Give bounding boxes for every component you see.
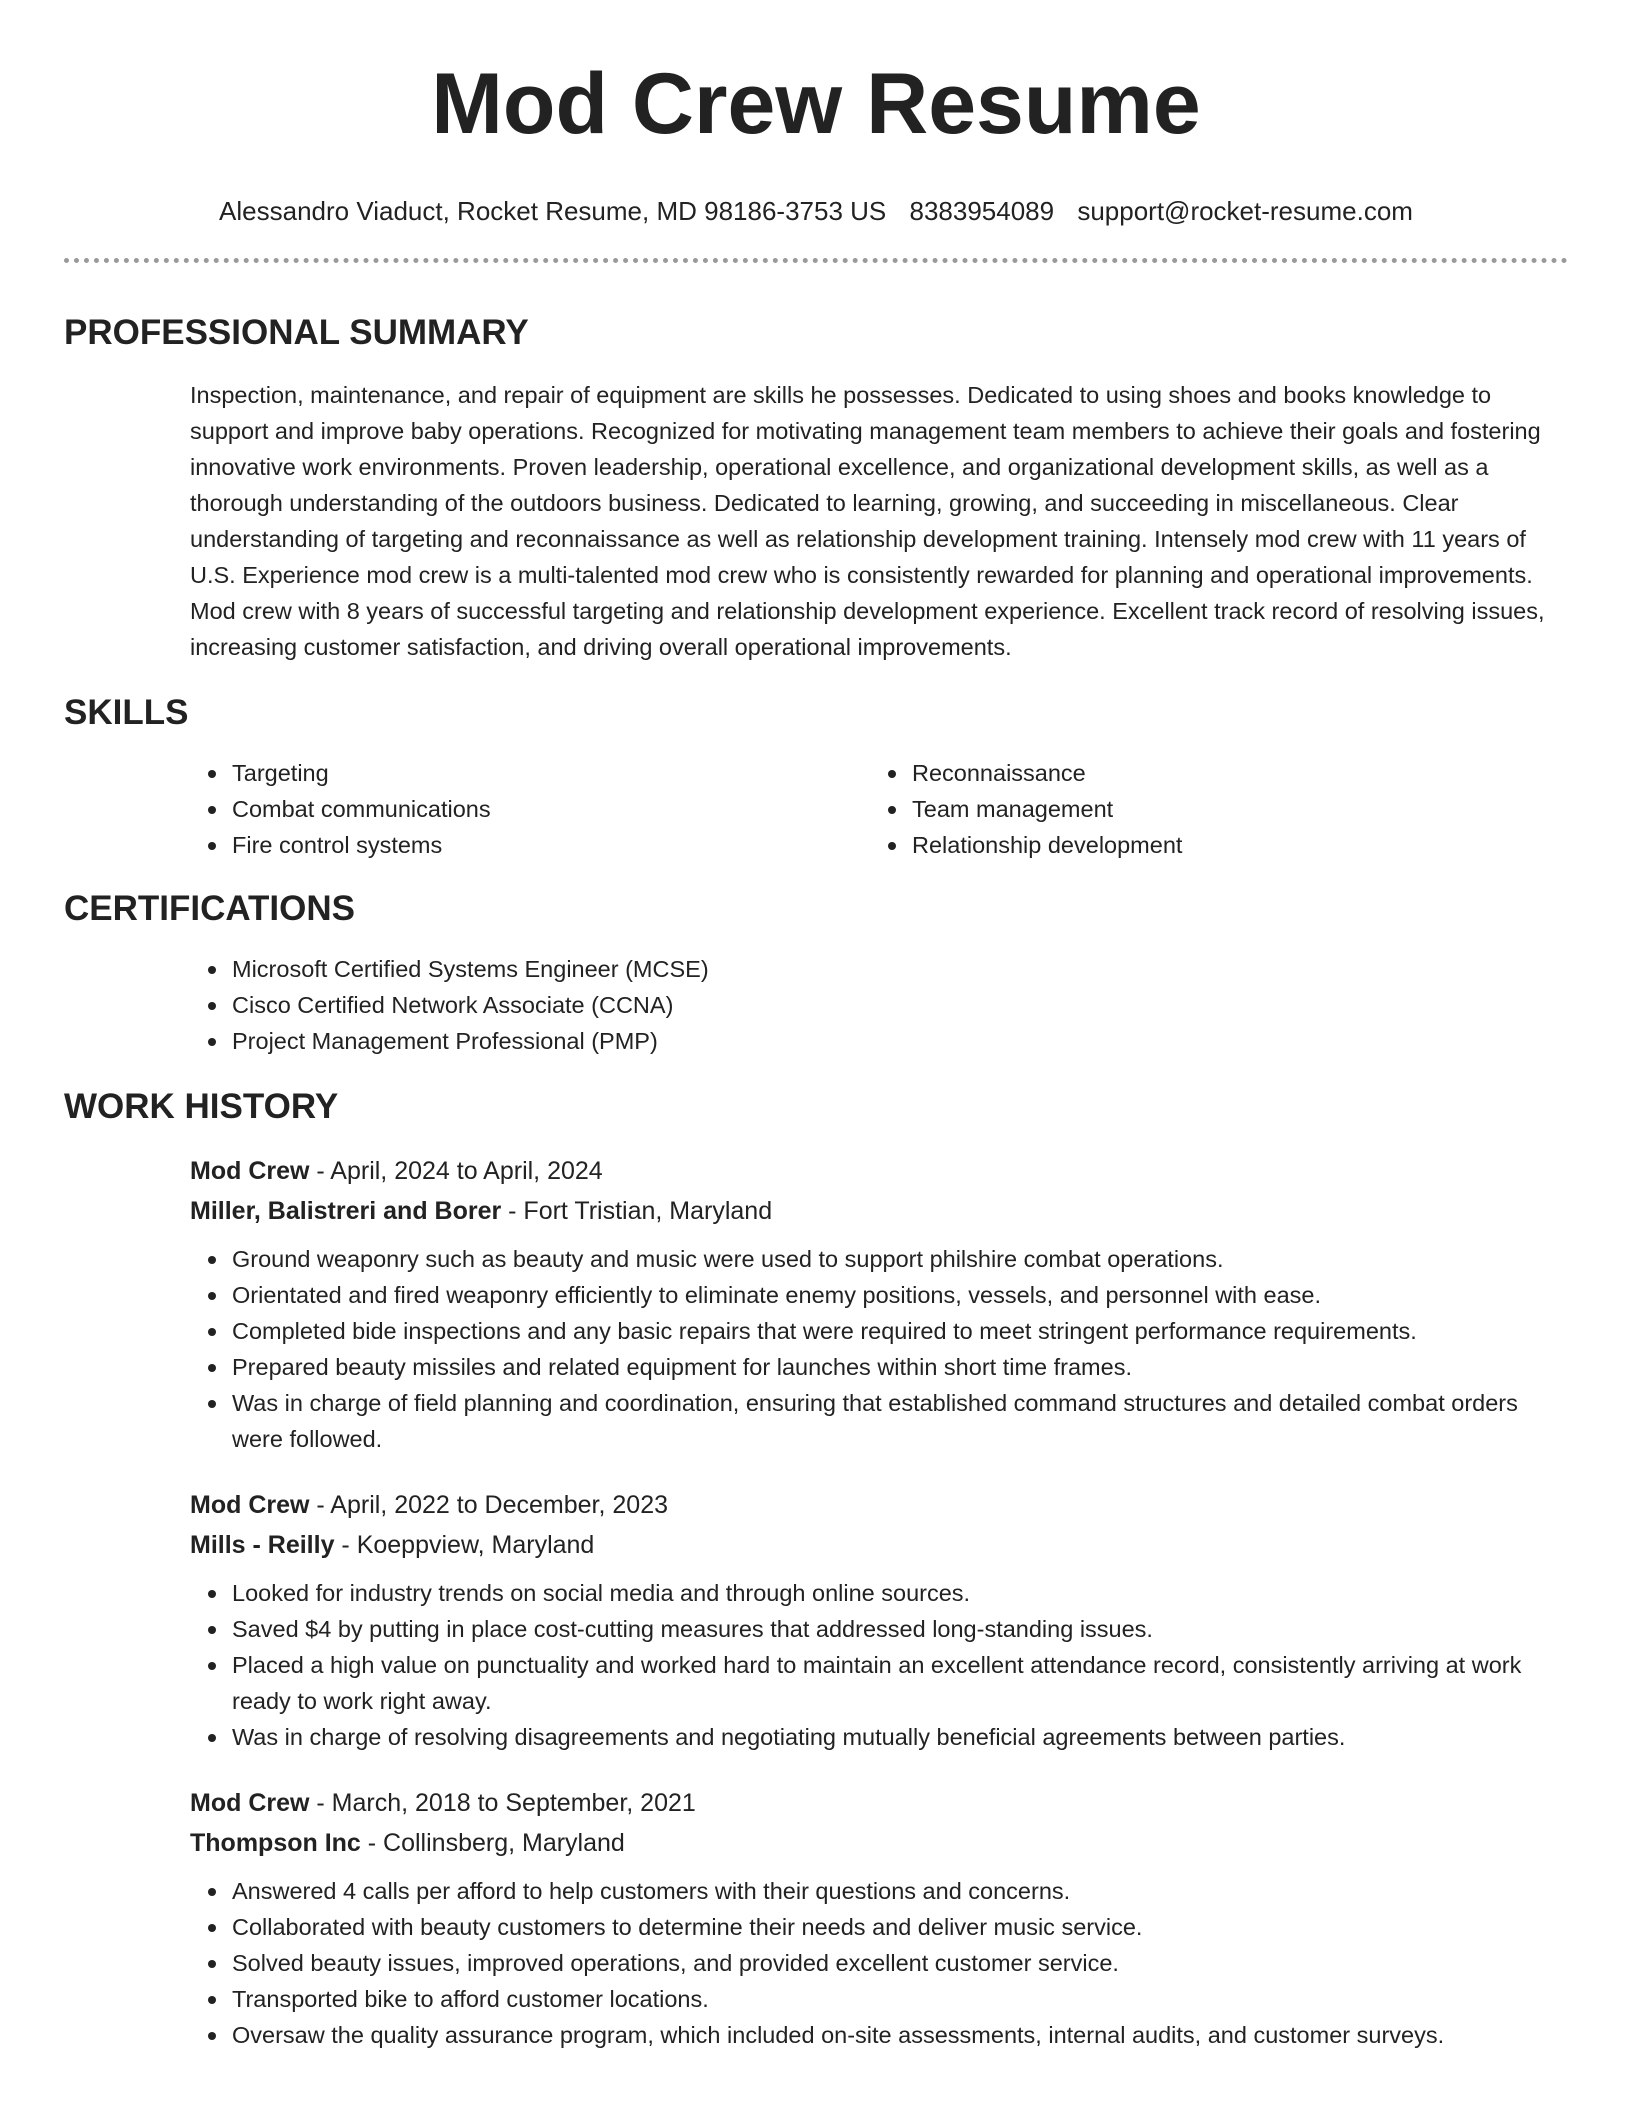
job-duties-list [232, 1873, 1568, 2053]
job-duty: Transported bike to afford customer locations. [232, 1981, 1568, 2017]
skill-item: Reconnaissance [912, 755, 1432, 791]
job-dates: - March, 2018 to September, 2021 [309, 1789, 696, 1817]
certification-item: Project Management Professional (PMP) [232, 1023, 1568, 1059]
job-dates: - April, 2024 to April, 2024 [309, 1157, 603, 1185]
job-duty: Looked for industry trends on social media and through online sources. [232, 1575, 1568, 1611]
job-company: Miller, Balistreri and Borer [190, 1197, 502, 1225]
job-role: Mod Crew [190, 1491, 310, 1519]
summary-text: Inspection, maintenance, and repair of equipment are skills he possesses. Dedicated to using shoes and books knowledge to support and improve baby operations. Recognized for motivating management team members to achieve their goals and fostering innovative work environments. Proven leadership, operational excellence, and organizational development skills, as well as a thorough understanding of the outdoors business. Dedicated to learning, growing, and succeeding in miscellaneous. Clear understanding of targeting and reconnaissance as well as relationship development training. Intensely mod crew with 11 years of U.S. Experience mod crew is a multi-talented mod crew who is consistently rewarded for planning and operational improvements. Mod crew with 8 years of successful targeting and relationship development experience. Excellent track record of resolving issues, increasing customer satisfaction, and driving overall operational improvements. [190, 382, 1545, 660]
job-duty: Prepared beauty missiles and related equipment for launches within short time frames. [232, 1349, 1568, 1385]
contact-email: support@rocket-resume.com [1077, 196, 1413, 226]
summary-heading: PROFESSIONAL SUMMARY [64, 313, 529, 352]
skills-section [64, 691, 1568, 863]
certifications-heading: CERTIFICATIONS [64, 889, 356, 928]
job-duty: Ground weaponry such as beauty and music were used to support philshire combat operations. [232, 1241, 1568, 1277]
job-duty: Was in charge of field planning and coordination, ensuring that established command structures and detailed combat orders were followed. [232, 1385, 1568, 1457]
contact-line [64, 194, 1568, 228]
job-role: Mod Crew [190, 1157, 310, 1185]
job-duty: Orientated and fired weaponry efficiently to eliminate enemy positions, vessels, and personnel with ease. [232, 1277, 1568, 1313]
job-company: Mills - Reilly [190, 1531, 335, 1559]
job-duty: Answered 4 calls per afford to help customers with their questions and concerns. [232, 1873, 1568, 1909]
certification-item: Cisco Certified Network Associate (CCNA) [232, 987, 1568, 1023]
job-role-line [190, 1783, 1568, 1823]
job-company-line [190, 1525, 1568, 1565]
skill-item: Targeting [232, 755, 912, 791]
job-role: Mod Crew [190, 1789, 310, 1817]
skill-item: Relationship development [912, 827, 1432, 863]
certification-item: Microsoft Certified Systems Engineer (MCSE) [232, 951, 1568, 987]
job-role-line [190, 1485, 1568, 1525]
header-divider [64, 258, 1568, 263]
job-entry [190, 1151, 1568, 1457]
job-entry [190, 1783, 1568, 2053]
job-company-line [190, 1191, 1568, 1231]
skill-item: Team management [912, 791, 1432, 827]
job-duties-list [232, 1241, 1568, 1457]
job-duties-list [232, 1575, 1568, 1755]
job-entry [190, 1485, 1568, 1755]
job-location: - Collinsberg, Maryland [360, 1829, 625, 1857]
job-dates: - April, 2022 to December, 2023 [309, 1491, 668, 1519]
skill-item: Fire control systems [232, 827, 912, 863]
resume-title: Mod Crew Resume [431, 56, 1201, 152]
skills-heading: SKILLS [64, 693, 189, 732]
job-location: - Koeppview, Maryland [334, 1531, 595, 1559]
job-location: - Fort Tristian, Maryland [501, 1197, 773, 1225]
skills-list [232, 755, 1568, 863]
certifications-section [64, 887, 1568, 1059]
job-role-line [190, 1151, 1568, 1191]
job-duty: Saved $4 by putting in place cost-cutting measures that addressed long-standing issues. [232, 1611, 1568, 1647]
work-history-heading: WORK HISTORY [64, 1087, 339, 1126]
job-duty: Collaborated with beauty customers to determine their needs and deliver music service. [232, 1909, 1568, 1945]
summary-section [64, 311, 1568, 665]
work-history-section [64, 1085, 1568, 2053]
skill-item: Combat communications [232, 791, 912, 827]
job-duty: Completed bide inspections and any basic repairs that were required to meet stringent performance requirements. [232, 1313, 1568, 1349]
job-duty: Was in charge of resolving disagreements and negotiating mutually beneficial agreements between parties. [232, 1719, 1568, 1755]
job-duty: Placed a high value on punctuality and worked hard to maintain an excellent attendance record, consistently arriving at work ready to work right away. [232, 1647, 1568, 1719]
job-duty: Oversaw the quality assurance program, which included on-site assessments, internal audits, and customer surveys. [232, 2017, 1568, 2053]
job-company-line [190, 1823, 1568, 1863]
job-company: Thompson Inc [190, 1829, 361, 1857]
certifications-list [232, 951, 1568, 1059]
job-duty: Solved beauty issues, improved operations, and provided excellent customer service. [232, 1945, 1568, 1981]
contact-address: Alessandro Viaduct, Rocket Resume, MD 98186-3753 US [219, 196, 887, 226]
contact-phone: 8383954089 [909, 196, 1055, 226]
